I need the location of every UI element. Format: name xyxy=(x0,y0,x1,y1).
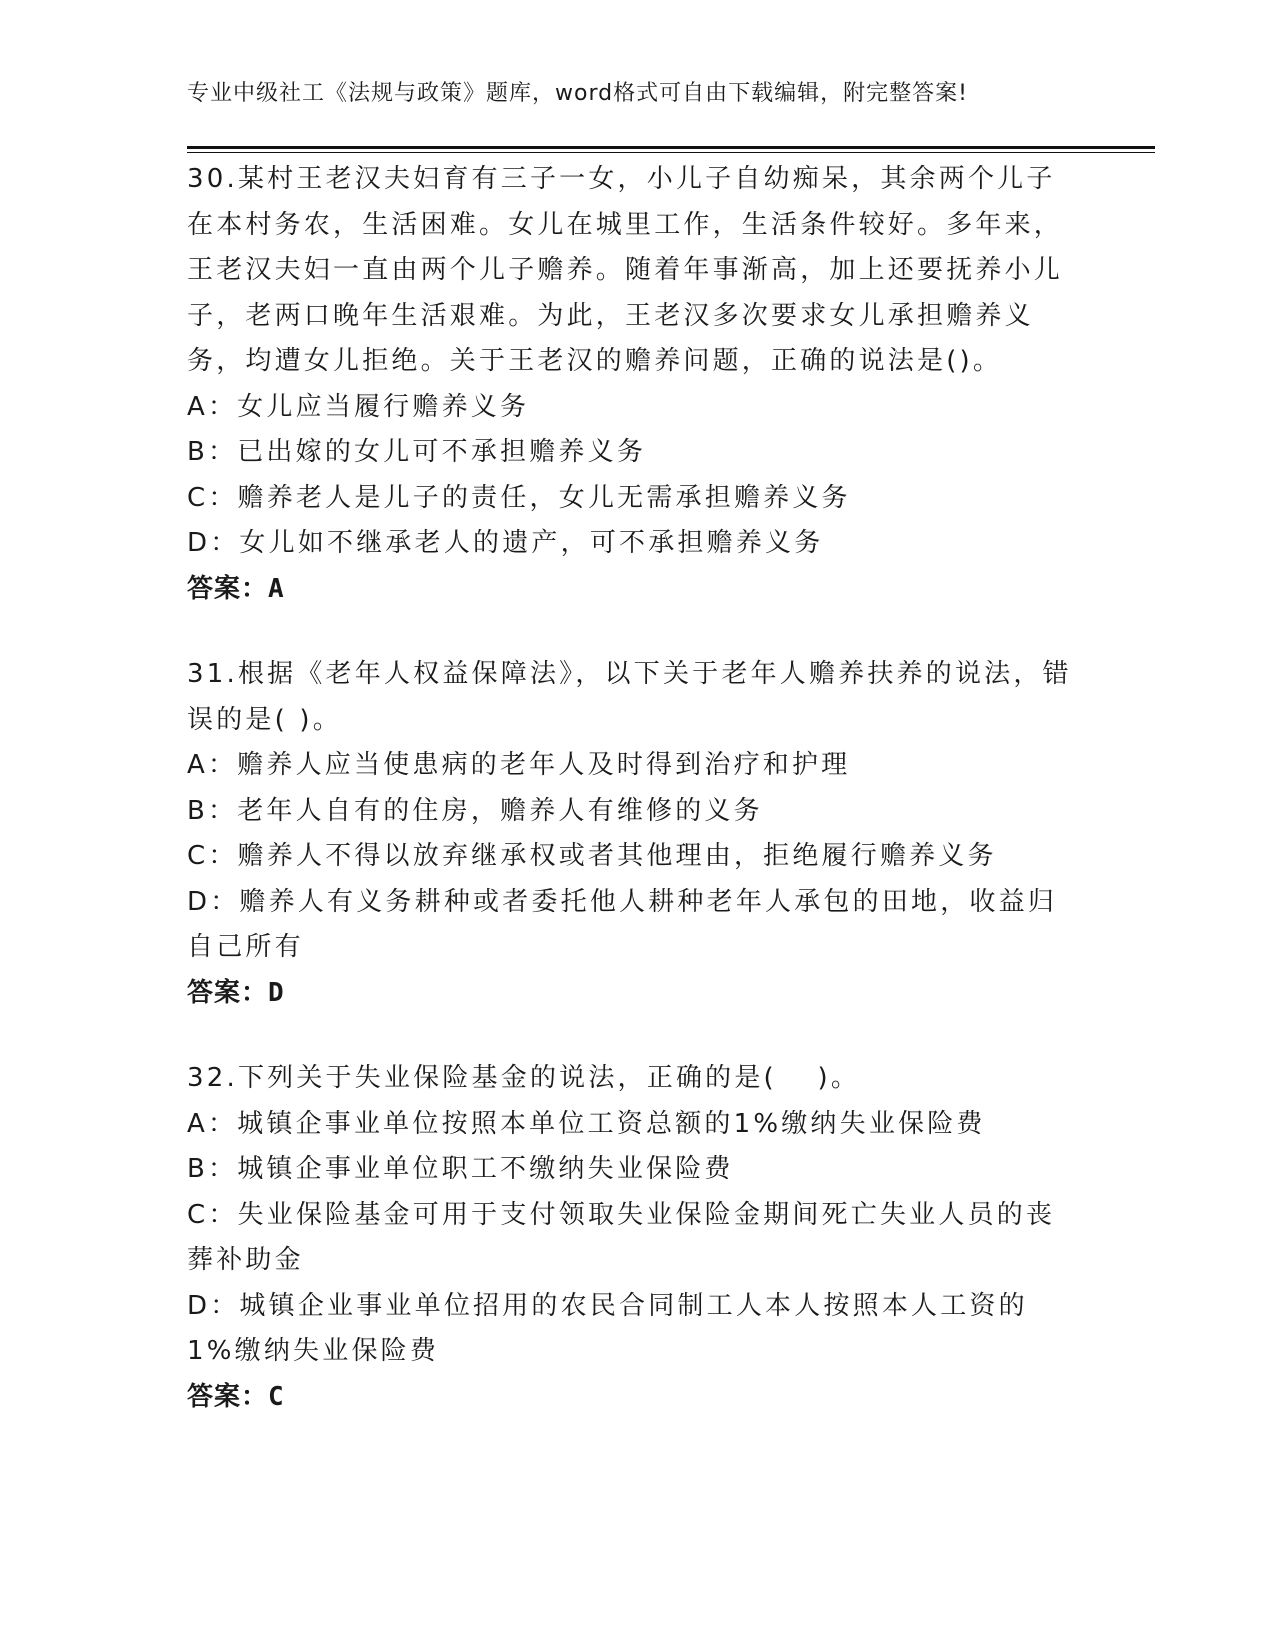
option-b: B：已出嫁的女儿可不承担赡养义务 xyxy=(187,437,647,467)
question-32 xyxy=(187,1056,1072,1420)
option-a: A：赡养人应当使患病的老年人及时得到治疗和护理 xyxy=(187,750,851,780)
option-d: D：城镇企业事业单位招用的农民合同制工人本人按照本人工资的1%缴纳失业保险费 xyxy=(187,1290,1028,1366)
answer-line xyxy=(187,567,1072,613)
option-d: D：女儿如不继承老人的遗产，可不承担赡养义务 xyxy=(187,528,824,558)
question-text: 31.根据《老年人权益保障法》，以下关于老年人赡养扶养的说法，错误的是( )。 xyxy=(187,659,1072,735)
header-divider-thick xyxy=(187,146,1155,149)
question-31 xyxy=(187,652,1072,1016)
answer-value: C xyxy=(268,1381,285,1412)
answer-label: 答案： xyxy=(187,1381,269,1412)
option-b: B：老年人自有的住房，赡养人有维修的义务 xyxy=(187,795,763,826)
question-text: 30.某村王老汉夫妇育有三子一女，小儿子自幼痴呆，其余两个儿子在本村务农，生活困难。女儿在城里工作，生活条件较好。多年来，王老汉夫妇一直由两个儿子赡养。随着年事渐高，加上还要抚养小儿子，老两口晚年生活艰难。为此，王老汉多次要求女儿承担赡养义务，均遭女儿拒绝。关于王老汉的赡养问题，正确的说法是()。 xyxy=(187,164,1064,376)
option-b: B：城镇企事业单位职工不缴纳失业保险费 xyxy=(187,1154,734,1184)
question-list xyxy=(187,157,1072,1460)
option-a: A：城镇企事业单位按照本单位工资总额的1%缴纳失业保险费 xyxy=(187,1108,986,1139)
option-c: C：赡养老人是儿子的责任，女儿无需承担赡养义务 xyxy=(187,482,851,513)
option-d: D：赡养人有义务耕种或者委托他人耕种老年人承包的田地，收益归自己所有 xyxy=(187,886,1058,962)
answer-label: 答案： xyxy=(187,573,269,604)
header-divider-thin xyxy=(187,152,1155,153)
page-header: 专业中级社工《法规与政策》题库，word格式可自由下载编辑，附完整答案! xyxy=(187,81,968,106)
option-c: C：赡养人不得以放弃继承权或者其他理由，拒绝履行赡养义务 xyxy=(187,841,997,871)
answer-line xyxy=(187,971,1072,1017)
option-c: C：失业保险基金可用于支付领取失业保险金期间死亡失业人员的丧葬补助金 xyxy=(187,1199,1056,1275)
answer-line xyxy=(187,1375,1072,1421)
question-text: 32.下列关于失业保险基金的说法，正确的是( )。 xyxy=(187,1063,861,1093)
option-a: A：女儿应当履行赡养义务 xyxy=(187,391,530,422)
answer-value: D xyxy=(268,977,285,1008)
answer-value: A xyxy=(268,573,285,604)
question-30 xyxy=(187,157,1072,612)
answer-label: 答案： xyxy=(187,977,269,1008)
